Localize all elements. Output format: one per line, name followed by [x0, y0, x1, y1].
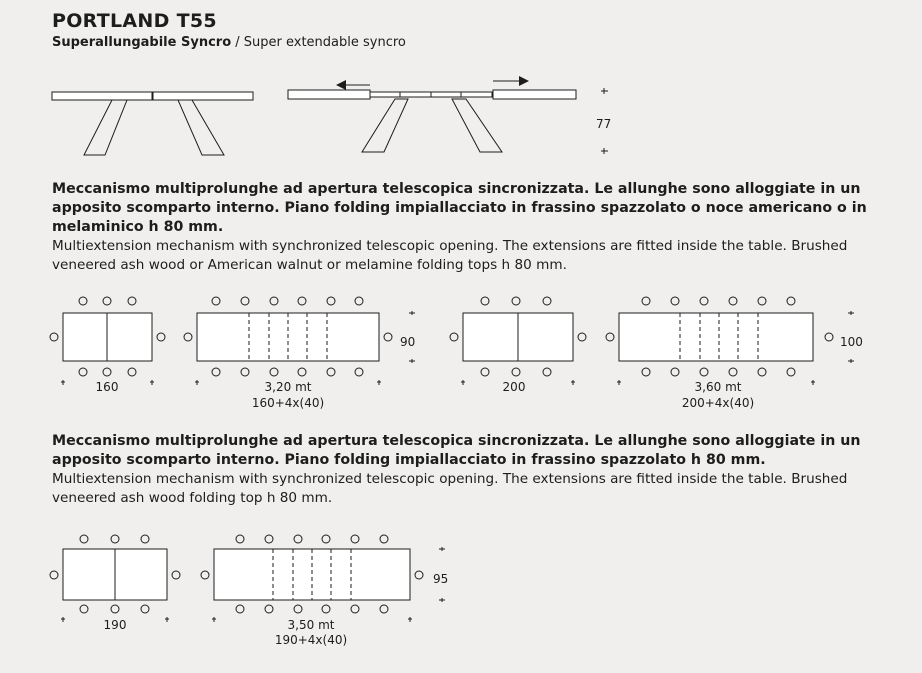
subtitle-english: Super extendable syncro	[243, 35, 406, 50]
product-title: PORTLAND T55	[52, 10, 217, 32]
length-label-320: 3,20 mt	[264, 380, 312, 394]
arrow-right-icon	[519, 76, 529, 86]
arrow-left-icon	[336, 80, 346, 90]
description-english-1: Multiextension mechanism with synchronized telescopic opening. The extensions are fitted inside the table. Brushed veneered ash wood or American walnut or melamine folding tops h 80 mm.	[52, 238, 848, 273]
description-italian-1: Meccanismo multiprolunghe ad apertura telescopica sincronizzata. Le allunghe sono alloggiate in un apposito scomparto interno. Piano folding impiallacciato in frassino spazzolato o noce americano o in melaminico h 80 mm.	[52, 181, 867, 235]
description-section-1	[52, 180, 882, 275]
formula-label-350: 190+4x(40)	[274, 633, 348, 647]
description-section-2	[52, 432, 882, 508]
side-view-closed	[52, 92, 253, 155]
plan-table-360	[606, 297, 833, 385]
length-label-160: 160	[95, 380, 119, 394]
depth-label-90: 90	[400, 335, 416, 349]
length-label-360: 3,60 mt	[694, 380, 742, 394]
description-italian-2: Meccanismo multiprolunghe ad apertura telescopica sincronizzata. Le allunghe sono alloggiate in un apposito scomparto interno. Piano folding impiallacciato in frassino spazzolato h 80 mm.	[52, 433, 861, 468]
length-label-200: 200	[502, 380, 526, 394]
height-label: 77	[596, 117, 612, 131]
side-view-extended	[288, 81, 576, 152]
plan-table-320	[184, 297, 392, 385]
length-label-350: 3,50 mt	[287, 618, 335, 632]
description-english-2: Multiextension mechanism with synchronized telescopic opening. The extensions are fitted inside the table. Brushed veneered ash wood folding top h 80 mm.	[52, 471, 848, 506]
plan-table-160	[50, 297, 165, 385]
length-label-190: 190	[103, 618, 127, 632]
plan-table-350	[201, 535, 423, 622]
subtitle-separator: /	[231, 35, 244, 50]
subtitle-italian: Superallungabile Syncro	[52, 35, 232, 50]
formula-label-320: 160+4x(40)	[251, 396, 325, 410]
plan-table-190	[50, 535, 180, 622]
plan-table-200	[450, 297, 586, 385]
depth-label-100: 100	[840, 335, 863, 349]
formula-label-360: 200+4x(40)	[681, 396, 755, 410]
depth-label-95: 95	[433, 572, 449, 586]
